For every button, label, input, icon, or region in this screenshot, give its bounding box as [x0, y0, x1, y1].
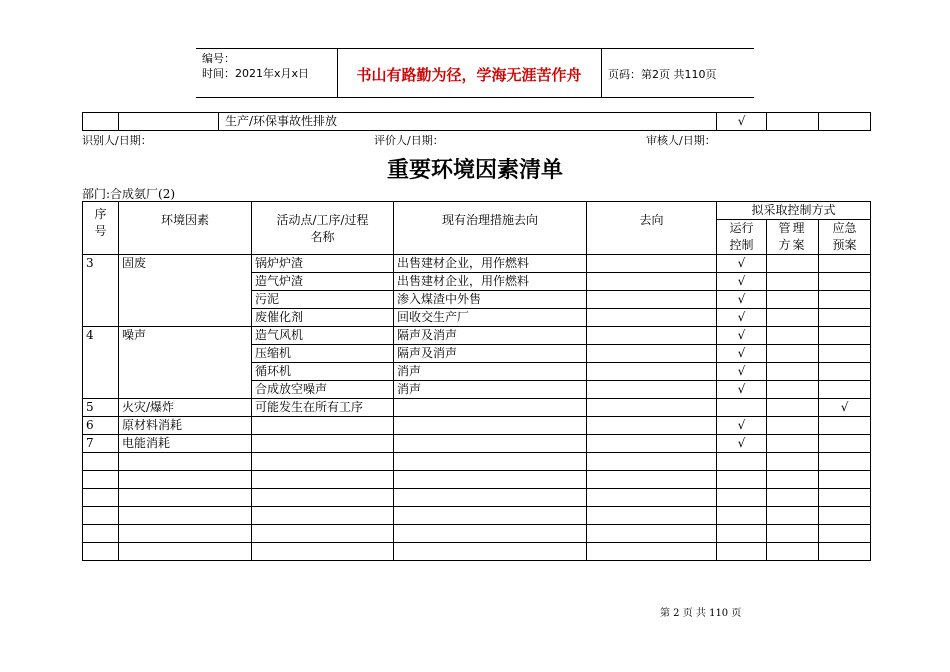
- cell-measure: 隔声及消声: [394, 327, 587, 345]
- cell-measure: 消声: [394, 381, 587, 399]
- cell-mgmt: [767, 363, 819, 381]
- cell-mgmt: [767, 381, 819, 399]
- cell-activity: [252, 543, 394, 561]
- cell-factor: [119, 543, 252, 561]
- table-row: [83, 543, 871, 561]
- cell-mgmt: [767, 435, 819, 453]
- table-row: [83, 489, 871, 507]
- cell-emerg: [819, 273, 871, 291]
- number-label: 编号：: [202, 52, 235, 65]
- cell-mgmt: [767, 525, 819, 543]
- top-row-check: √: [717, 113, 767, 131]
- table-row: [83, 471, 871, 489]
- cell-seq: 3: [83, 255, 119, 327]
- cell-activity: [252, 435, 394, 453]
- cell-mgmt: [767, 327, 819, 345]
- cell-measure: 渗入煤渣中外售: [394, 291, 587, 309]
- cell-destination: [587, 345, 717, 363]
- cell-emerg: [819, 327, 871, 345]
- cell-destination: [587, 309, 717, 327]
- cell-destination: [587, 435, 717, 453]
- cell-emerg: [819, 255, 871, 273]
- cell-destination: [587, 453, 717, 471]
- cell-mgmt: [767, 291, 819, 309]
- table-row: [83, 507, 871, 525]
- cell-factor: [119, 507, 252, 525]
- cell-activity: 合成放空噪声: [252, 381, 394, 399]
- cell-emerg: [819, 417, 871, 435]
- cell-mgmt: [767, 417, 819, 435]
- cell-emerg: [819, 435, 871, 453]
- cell-emerg: [819, 309, 871, 327]
- time-label: 时间：2021年x月x日: [202, 67, 310, 80]
- col-activity: 活动点/工序/过程名称: [252, 202, 394, 255]
- table-row: [83, 453, 871, 471]
- cell-factor: 电能消耗: [119, 435, 252, 453]
- cell-measure: 回收交生产厂: [394, 309, 587, 327]
- cell-emerg: [819, 453, 871, 471]
- cell-emerg: [819, 291, 871, 309]
- col-factor: 环境因素: [119, 202, 252, 255]
- cell-activity: 造气风机: [252, 327, 394, 345]
- cell-run: √: [717, 273, 767, 291]
- cell-measure: 出售建材企业，用作燃料: [394, 273, 587, 291]
- cell-measure: [394, 489, 587, 507]
- cell-mgmt: [767, 507, 819, 525]
- cell-activity: 污泥: [252, 291, 394, 309]
- cell-emerg: [819, 489, 871, 507]
- cell-mgmt: [767, 453, 819, 471]
- cell-factor: 固废: [119, 255, 252, 327]
- cell-activity: [252, 471, 394, 489]
- cell-emerg: [819, 525, 871, 543]
- cell-run: [717, 399, 767, 417]
- cell-measure: 隔声及消声: [394, 345, 587, 363]
- cell-run: √: [717, 291, 767, 309]
- cell-seq: [83, 507, 119, 525]
- cell-activity: [252, 489, 394, 507]
- table-row: [83, 255, 871, 273]
- cell-destination: [587, 291, 717, 309]
- cell-destination: [587, 327, 717, 345]
- cell-run: √: [717, 363, 767, 381]
- cell-measure: [394, 453, 587, 471]
- col-control-group: 拟采取控制方式: [717, 202, 871, 220]
- cell-mgmt: [767, 471, 819, 489]
- cell-run: √: [717, 255, 767, 273]
- reviewer-sign: 审核人/日期：: [646, 134, 716, 147]
- cell-emerg: [819, 363, 871, 381]
- cell-destination: [587, 489, 717, 507]
- cell-seq: 4: [83, 327, 119, 399]
- cell-seq: [83, 489, 119, 507]
- cell-seq: 5: [83, 399, 119, 417]
- cell-mgmt: [767, 345, 819, 363]
- cell-run: √: [717, 309, 767, 327]
- cell-factor: [119, 453, 252, 471]
- cell-destination: [587, 255, 717, 273]
- department: 部门:合成氨厂(2): [82, 187, 176, 201]
- cell-mgmt: [767, 543, 819, 561]
- previous-table-tail: [82, 112, 871, 131]
- table-row: [83, 435, 871, 453]
- cell-seq: [83, 525, 119, 543]
- cell-run: [717, 525, 767, 543]
- cell-measure: [394, 417, 587, 435]
- cell-run: √: [717, 417, 767, 435]
- cell-run: √: [717, 381, 767, 399]
- cell-emerg: [819, 507, 871, 525]
- cell-activity: 废催化剂: [252, 309, 394, 327]
- cell-run: √: [717, 435, 767, 453]
- cell-measure: 消声: [394, 363, 587, 381]
- cell-destination: [587, 273, 717, 291]
- table-row: [83, 113, 871, 131]
- cell-factor: 原材料消耗: [119, 417, 252, 435]
- cell-destination: [587, 417, 717, 435]
- cell-factor: 噪声: [119, 327, 252, 399]
- cell-factor: [119, 489, 252, 507]
- cell-factor: [119, 525, 252, 543]
- table-row: [83, 525, 871, 543]
- cell-measure: [394, 471, 587, 489]
- table-row: [83, 399, 871, 417]
- cell-seq: 7: [83, 435, 119, 453]
- cell-emerg: [819, 381, 871, 399]
- cell-mgmt: [767, 489, 819, 507]
- cell-seq: [83, 471, 119, 489]
- cell-activity: 循环机: [252, 363, 394, 381]
- cell-activity: 造气炉渣: [252, 273, 394, 291]
- cell-run: √: [717, 345, 767, 363]
- col-run: 运行控制: [717, 220, 767, 255]
- col-seq: 序号: [83, 202, 119, 255]
- cell-activity: 锅炉炉渣: [252, 255, 394, 273]
- identifier-sign: 识别人/日期：: [82, 134, 152, 147]
- cell-destination: [587, 381, 717, 399]
- cell-run: [717, 489, 767, 507]
- page-footer: 第 2 页 共 110 页: [660, 608, 742, 619]
- cell-run: [717, 543, 767, 561]
- evaluator-sign: 评价人/日期：: [374, 134, 444, 147]
- cell-measure: [394, 507, 587, 525]
- cell-run: [717, 507, 767, 525]
- cell-emerg: [819, 345, 871, 363]
- col-emerg: 应急预案: [819, 220, 871, 255]
- cell-destination: [587, 399, 717, 417]
- cell-mgmt: [767, 399, 819, 417]
- cell-activity: [252, 507, 394, 525]
- header-divider: [601, 49, 602, 97]
- cell-seq: 6: [83, 417, 119, 435]
- cell-destination: [587, 525, 717, 543]
- motto: 书山有路勤为径，学海无涯苦作舟: [356, 66, 582, 84]
- cell-activity: 压缩机: [252, 345, 394, 363]
- cell-emerg: [819, 471, 871, 489]
- col-destination: 去向: [587, 202, 717, 255]
- cell-emerg: √: [819, 399, 871, 417]
- cell-factor: 火灾/爆炸: [119, 399, 252, 417]
- cell-destination: [587, 507, 717, 525]
- col-measures: 现有治理措施去向: [394, 202, 587, 255]
- header-row: [83, 202, 871, 220]
- cell-measure: 出售建材企业，用作燃料: [394, 255, 587, 273]
- cell-measure: [394, 399, 587, 417]
- cell-factor: [119, 471, 252, 489]
- cell-measure: [394, 525, 587, 543]
- page-label: 页码：第2页 共110页: [608, 68, 717, 81]
- cell-mgmt: [767, 309, 819, 327]
- cell-measure: [394, 435, 587, 453]
- cell-mgmt: [767, 255, 819, 273]
- table-row: [83, 417, 871, 435]
- cell-seq: [83, 453, 119, 471]
- table-row: [83, 327, 871, 345]
- cell-run: [717, 471, 767, 489]
- header-meta: [202, 51, 309, 81]
- cell-run: √: [717, 327, 767, 345]
- cell-mgmt: [767, 273, 819, 291]
- top-row-item: 生产/环保事故性排放: [225, 114, 338, 128]
- cell-activity: 可能发生在所有工序: [252, 399, 394, 417]
- col-mgmt: 管理方案: [767, 220, 819, 255]
- page-title: 重要环境因素清单: [386, 158, 563, 183]
- environment-factor-table: [82, 201, 871, 561]
- cell-destination: [587, 363, 717, 381]
- cell-activity: [252, 525, 394, 543]
- cell-measure: [394, 543, 587, 561]
- page-header: [196, 48, 754, 98]
- cell-emerg: [819, 543, 871, 561]
- cell-seq: [83, 543, 119, 561]
- cell-destination: [587, 543, 717, 561]
- cell-run: [717, 453, 767, 471]
- cell-activity: [252, 453, 394, 471]
- cell-activity: [252, 417, 394, 435]
- cell-destination: [587, 471, 717, 489]
